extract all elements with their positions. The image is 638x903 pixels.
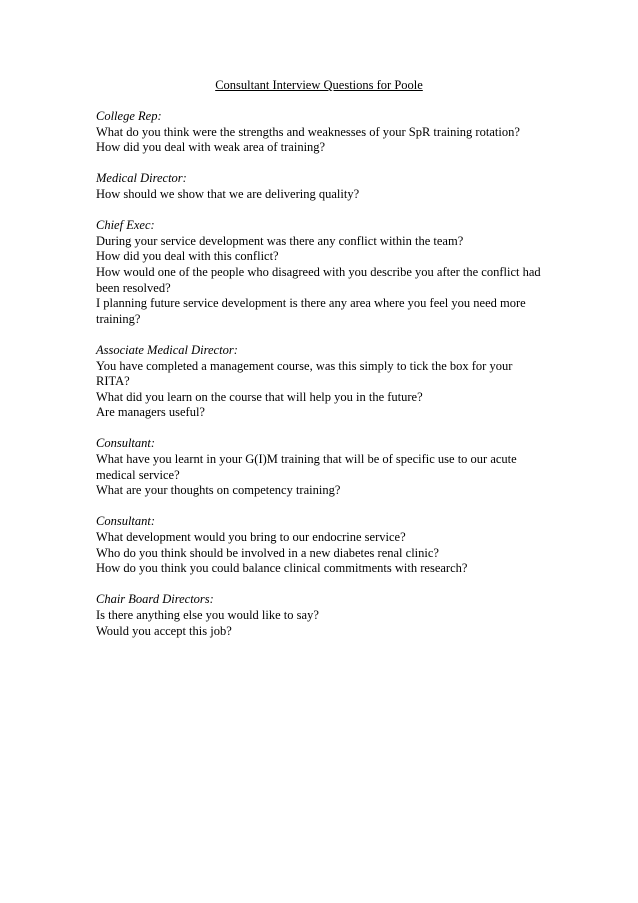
- question-text: How did you deal with this conflict?: [96, 249, 279, 264]
- speaker-label: Associate Medical Director:: [96, 342, 238, 357]
- speaker-label: Chair Board Directors:: [96, 592, 214, 607]
- section-consultant-1: [96, 436, 546, 498]
- question-text: What have you learnt in your G(I)M training that will be of specific use to our acute medical service?: [96, 452, 517, 482]
- question-text: How do you think you could balance clinical commitments with research?: [96, 561, 468, 576]
- question-text: How did you deal with weak area of training?: [96, 140, 326, 155]
- question-text: Are managers useful?: [96, 405, 205, 420]
- question-text: How would one of the people who disagreed with you describe you after the conflict had been resolved?: [96, 264, 541, 295]
- question-text: Who do you think should be involved in a new diabetes renal clinic?: [96, 545, 439, 560]
- speaker-label: Medical Director:: [96, 171, 187, 186]
- question-text: What did you learn on the course that will help you in the future?: [96, 389, 423, 404]
- speaker-label: College Rep:: [96, 109, 162, 123]
- document-body: [96, 109, 546, 655]
- question-text: How should we show that we are delivering quality?: [96, 186, 360, 201]
- question-text: You have completed a management course, was this simply to tick the box for your RITA?: [96, 358, 513, 389]
- section-college-rep: [96, 109, 546, 156]
- question-text: During your service development was there any conflict within the team?: [96, 233, 464, 248]
- document-title: Consultant Interview Questions for Poole: [215, 78, 423, 92]
- section-chief-exec: [96, 218, 546, 327]
- speaker-label: Consultant:: [96, 514, 156, 529]
- question-text: Would you accept this job?: [96, 623, 232, 638]
- question-text: Is there anything else you would like to say?: [96, 608, 319, 622]
- section-consultant-2: [96, 514, 546, 576]
- speaker-label: Consultant:: [96, 436, 156, 451]
- section-associate-medical-director: [96, 343, 546, 421]
- question-text: I planning future service development is there any area where you feel you need more training?: [96, 296, 526, 326]
- speaker-label: Chief Exec:: [96, 218, 155, 233]
- question-text: What are your thoughts on competency training?: [96, 483, 341, 498]
- question-text: What do you think were the strengths and weaknesses of your SpR training rotation?: [96, 124, 520, 139]
- section-chair-board-directors: [96, 592, 546, 639]
- question-text: What development would you bring to our endocrine service?: [96, 530, 406, 545]
- section-medical-director: [96, 171, 546, 202]
